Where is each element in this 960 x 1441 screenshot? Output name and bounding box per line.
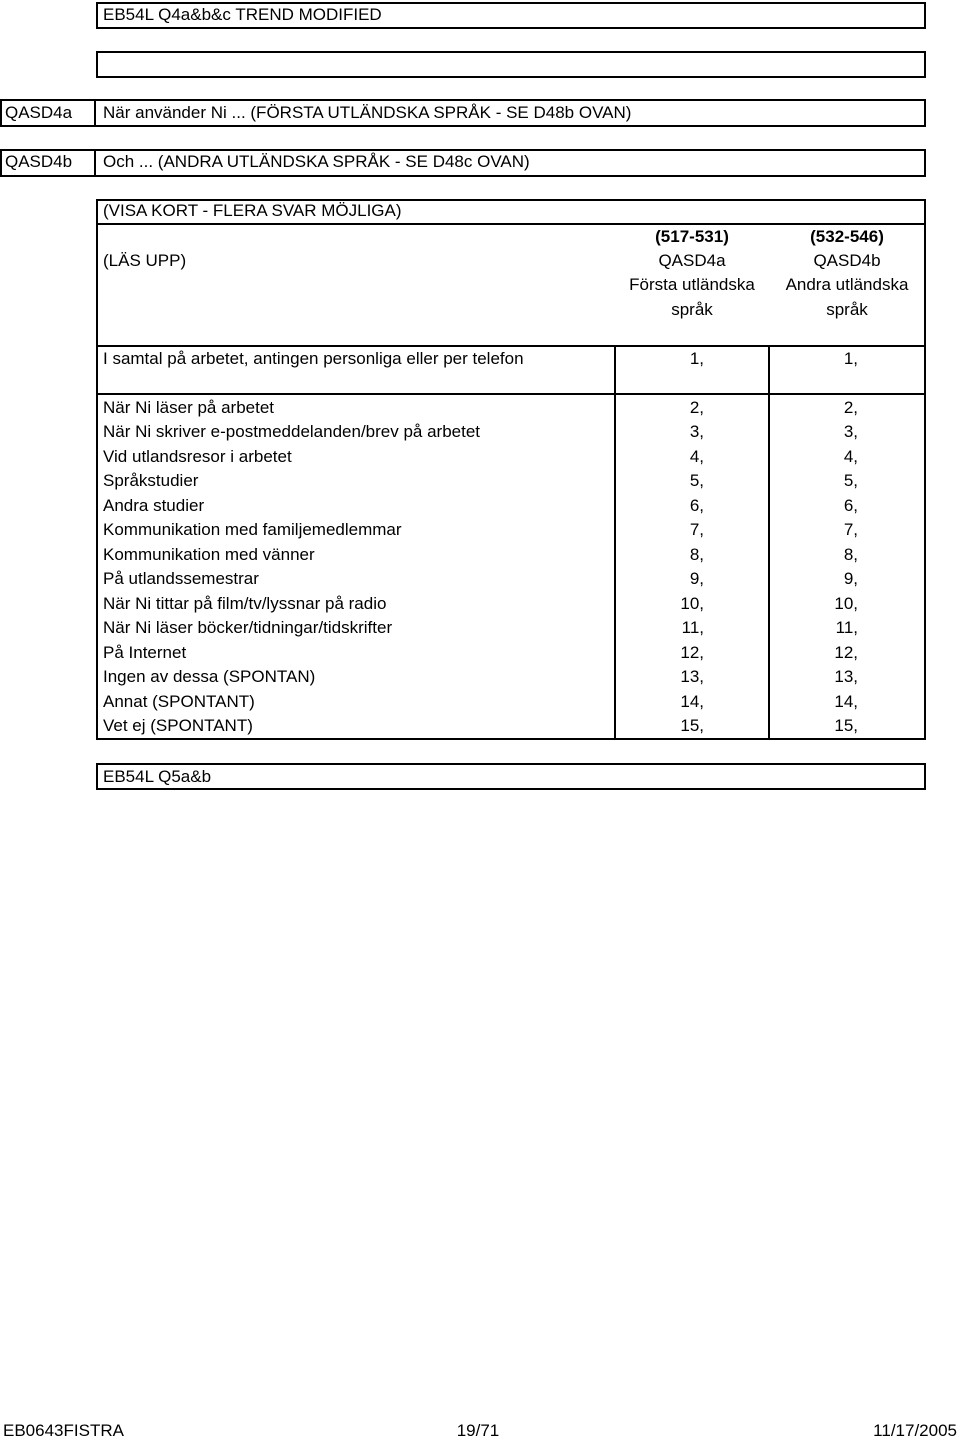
footer-date: 11/17/2005 (873, 1421, 957, 1440)
item-code-a: 7, (689, 520, 704, 539)
item-label: Annat (SPONTANT) (103, 692, 255, 711)
item-label: När Ni tittar på film/tv/lyssnar på radio (103, 594, 387, 613)
item-label: När Ni läser på arbetet (103, 398, 275, 417)
item-label: Kommunikation med familjemedlemmar (103, 520, 402, 539)
next-section-box (96, 763, 926, 790)
item-code-a: 3, (689, 422, 704, 441)
item-code-b: 11, (835, 618, 858, 637)
item-code-a: 2, (689, 398, 704, 417)
column-b-label-line1: Andra utländska (785, 275, 909, 294)
first-item-code-b: 1, (843, 349, 858, 368)
item-code-b: 15, (834, 716, 858, 735)
item-label: På Internet (103, 643, 187, 662)
item-code-a: 4, (689, 447, 704, 466)
first-item-label: I samtal på arbetet, antingen personliga eller per telefon (103, 349, 524, 368)
item-label: Kommunikation med vänner (103, 545, 315, 564)
empty-row-box (96, 51, 926, 78)
first-item-code-a: 1, (689, 349, 704, 368)
column-a-label-line1: Första utländska (629, 275, 755, 294)
instruction-card: (VISA KORT - FLERA SVAR MÖJLIGA) (103, 201, 402, 220)
item-code-b: 8, (843, 545, 858, 564)
item-code-b: 6, (843, 496, 858, 515)
item-code-b: 4, (843, 447, 858, 466)
question-text-b: Och ... (ANDRA UTLÄNDSKA SPRÅK - SE D48c OVAN) (103, 152, 530, 171)
item-label: Vet ej (SPONTANT) (103, 716, 253, 735)
column-a-range: (517-531) (655, 227, 729, 246)
item-code-b: 10, (834, 594, 858, 613)
item-code-a: 12, (680, 643, 704, 662)
column-b-range: (532-546) (810, 227, 884, 246)
item-code-a: 10, (680, 594, 704, 613)
question-code-b: QASD4b (5, 152, 73, 171)
item-code-b: 9, (843, 569, 858, 588)
item-label: På utlandssemestrar (103, 569, 259, 588)
item-code-b: 3, (843, 422, 858, 441)
item-code-a: 14, (680, 692, 704, 711)
item-code-b: 14, (834, 692, 858, 711)
column-b-code: QASD4b (813, 251, 881, 270)
item-label: Språkstudier (103, 471, 199, 490)
item-label: När Ni läser böcker/tidningar/tidskrifter (103, 618, 393, 637)
item-code-a: 15, (680, 716, 704, 735)
footer-page-number: 19/71 (456, 1421, 500, 1440)
footer-doc-id: EB0643FISTRA (3, 1421, 124, 1440)
question-code-a: QASD4a (5, 103, 73, 122)
item-code-a: 13, (680, 667, 704, 686)
item-code-a: 8, (689, 545, 704, 564)
item-code-b: 2, (843, 398, 858, 417)
item-code-b: 7, (843, 520, 858, 539)
first-item-separator (96, 393, 926, 395)
question-text-a: När använder Ni ... (FÖRSTA UTLÄNDSKA SPRÅK - SE D48b OVAN) (103, 103, 632, 122)
column-b-label-line2: språk (826, 300, 868, 319)
item-code-b: 12, (834, 643, 858, 662)
next-section-title: EB54L Q5a&b (103, 767, 212, 786)
item-code-b: 13, (834, 667, 858, 686)
item-code-a: 6, (689, 496, 704, 515)
item-label: Ingen av dessa (SPONTAN) (103, 667, 316, 686)
item-code-a: 11, (681, 618, 704, 637)
item-code-b: 5, (843, 471, 858, 490)
column-a-code: QASD4a (658, 251, 726, 270)
column-a-label-line2: språk (671, 300, 713, 319)
item-code-a: 5, (689, 471, 704, 490)
header-separator (96, 345, 926, 347)
item-label: Vid utlandsresor i arbetet (103, 447, 292, 466)
item-label: När Ni skriver e-postmeddelanden/brev på arbetet (103, 422, 481, 441)
instruction-read: (LÄS UPP) (103, 251, 187, 270)
item-code-a: 9, (689, 569, 704, 588)
page-title: EB54L Q4a&b&c TREND MODIFIED (103, 5, 382, 24)
item-label: Andra studier (103, 496, 205, 515)
